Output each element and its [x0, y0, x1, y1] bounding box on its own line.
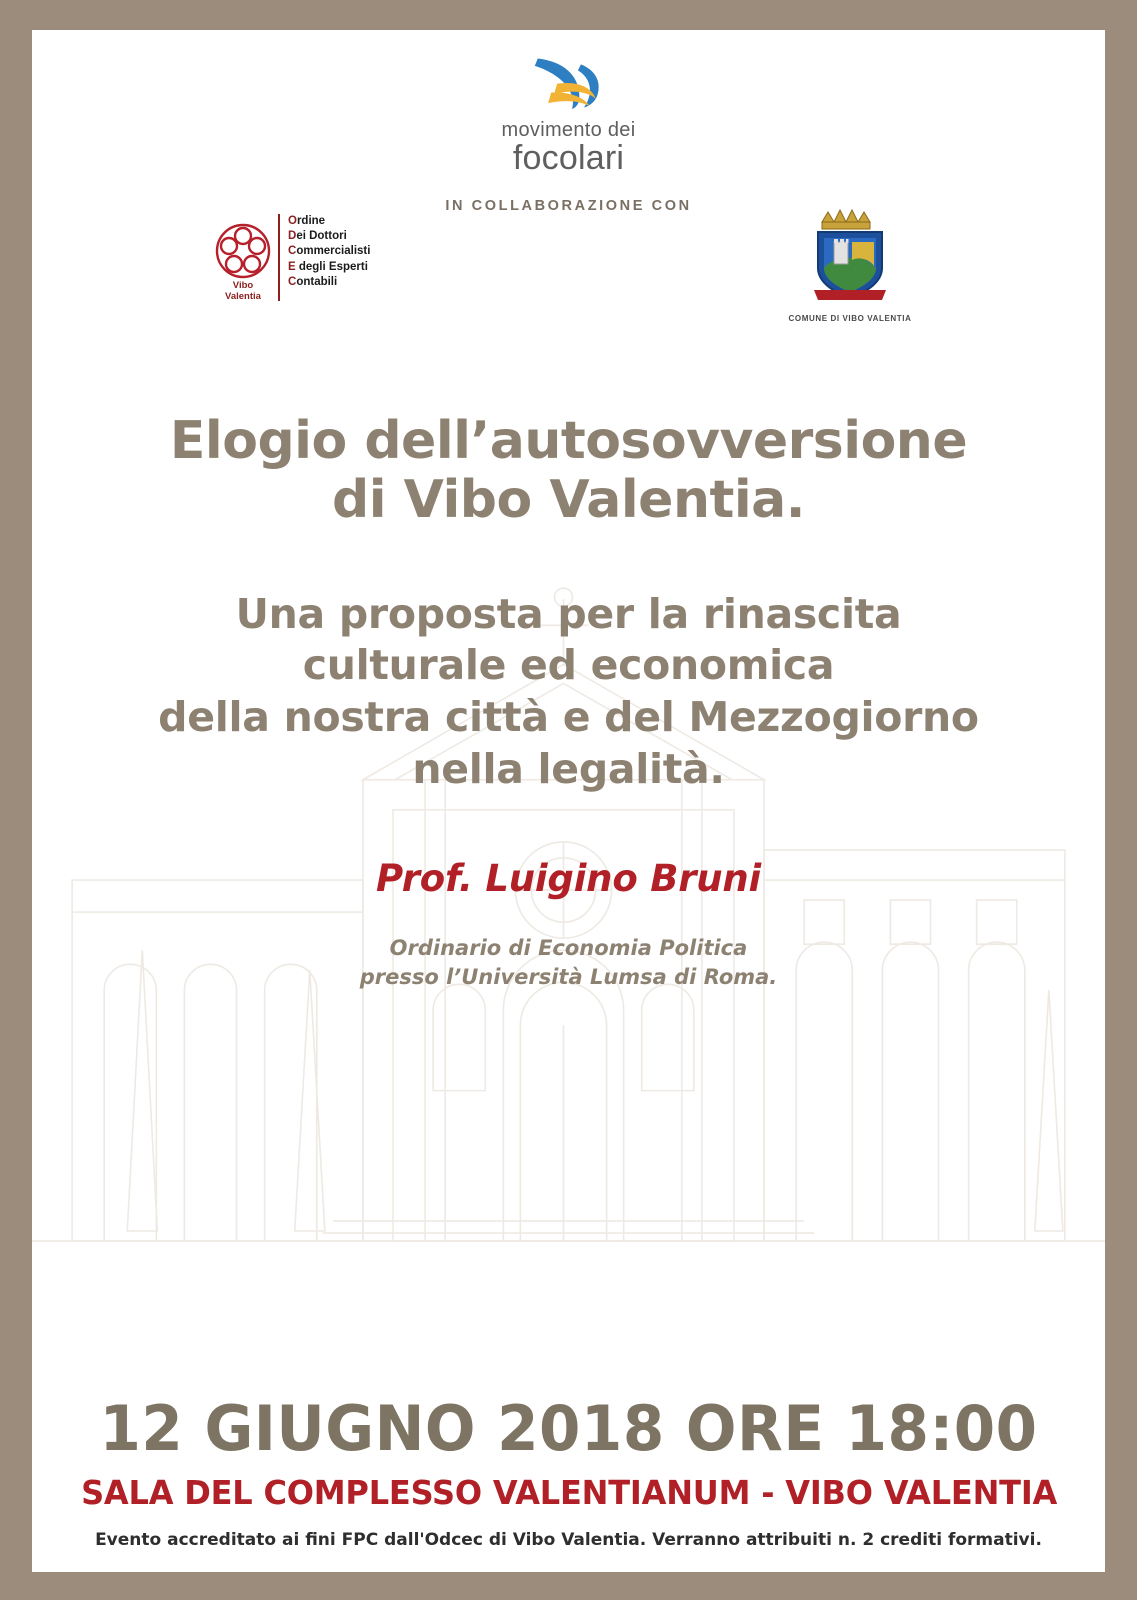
poster-canvas — [32, 30, 1105, 1572]
poster-subtitle-line1: Una proposta per la rinascita — [235, 589, 902, 638]
odcec-text-block — [288, 212, 370, 290]
organizer-logo — [419, 54, 719, 177]
speaker-role-line2: presso l’Università Lumsa di Roma. — [359, 965, 778, 990]
comune-coat-of-arms-icon — [804, 202, 896, 306]
odcec-line-3: Commercialisti — [288, 245, 371, 258]
comune-caption: COMUNE DI VIBO VALENTIA — [788, 314, 912, 323]
event-venue: SALA DEL COMPLESSO VALENTIANUM - VIBO VALENTIA — [81, 1473, 1058, 1512]
organizer-name-line2: focolari — [512, 139, 625, 177]
organizer-name-line1: movimento dei — [501, 119, 636, 141]
poster-footer — [32, 1392, 1105, 1550]
collaboration-label: IN COLLABORAZIONE CON — [445, 198, 692, 214]
speaker-role — [92, 934, 1045, 992]
speaker-role-line1: Ordinario di Economia Politica — [389, 936, 748, 961]
poster-subtitle-line4: nella legalità. — [412, 744, 725, 793]
speaker-name: Prof. Luigino Bruni — [375, 857, 762, 901]
poster-subtitle — [92, 589, 1045, 796]
poster-header — [32, 30, 1105, 340]
partner-logo-comune — [770, 202, 930, 323]
odcec-line-1: Ordine — [288, 215, 326, 227]
odcec-line-2: Dei Dottori — [288, 230, 347, 243]
event-date: 12 GIUGNO 2018 ORE 18:00 — [99, 1392, 1038, 1465]
odcec-line-5: Contabili — [288, 275, 338, 288]
poster-title-line1: Elogio dell’autosovversione — [169, 411, 968, 471]
partner-logo-odcec — [212, 212, 370, 303]
focolari-swoosh-icon — [524, 54, 614, 112]
odcec-mark-caption-line2: Valentia — [225, 290, 261, 302]
poster-title — [92, 412, 1045, 531]
poster-subtitle-line2: culturale ed economica — [302, 641, 835, 690]
odcec-mark-caption-line1: Vibo — [232, 280, 254, 291]
event-credits-note: Evento accreditato ai fini FPC dall'Odcec di Vibo Valentia. Verranno attribuiti n. 2 crediti formativi. — [95, 1530, 1042, 1550]
poster-title-line2: di Vibo Valentia. — [332, 470, 805, 531]
odcec-rosette-icon — [212, 212, 274, 290]
poster-content — [32, 412, 1105, 992]
odcec-divider — [278, 214, 280, 301]
poster-subtitle-line3: della nostra città e del Mezzogiorno — [158, 692, 979, 741]
odcec-line-4: E degli Esperti — [288, 260, 368, 273]
